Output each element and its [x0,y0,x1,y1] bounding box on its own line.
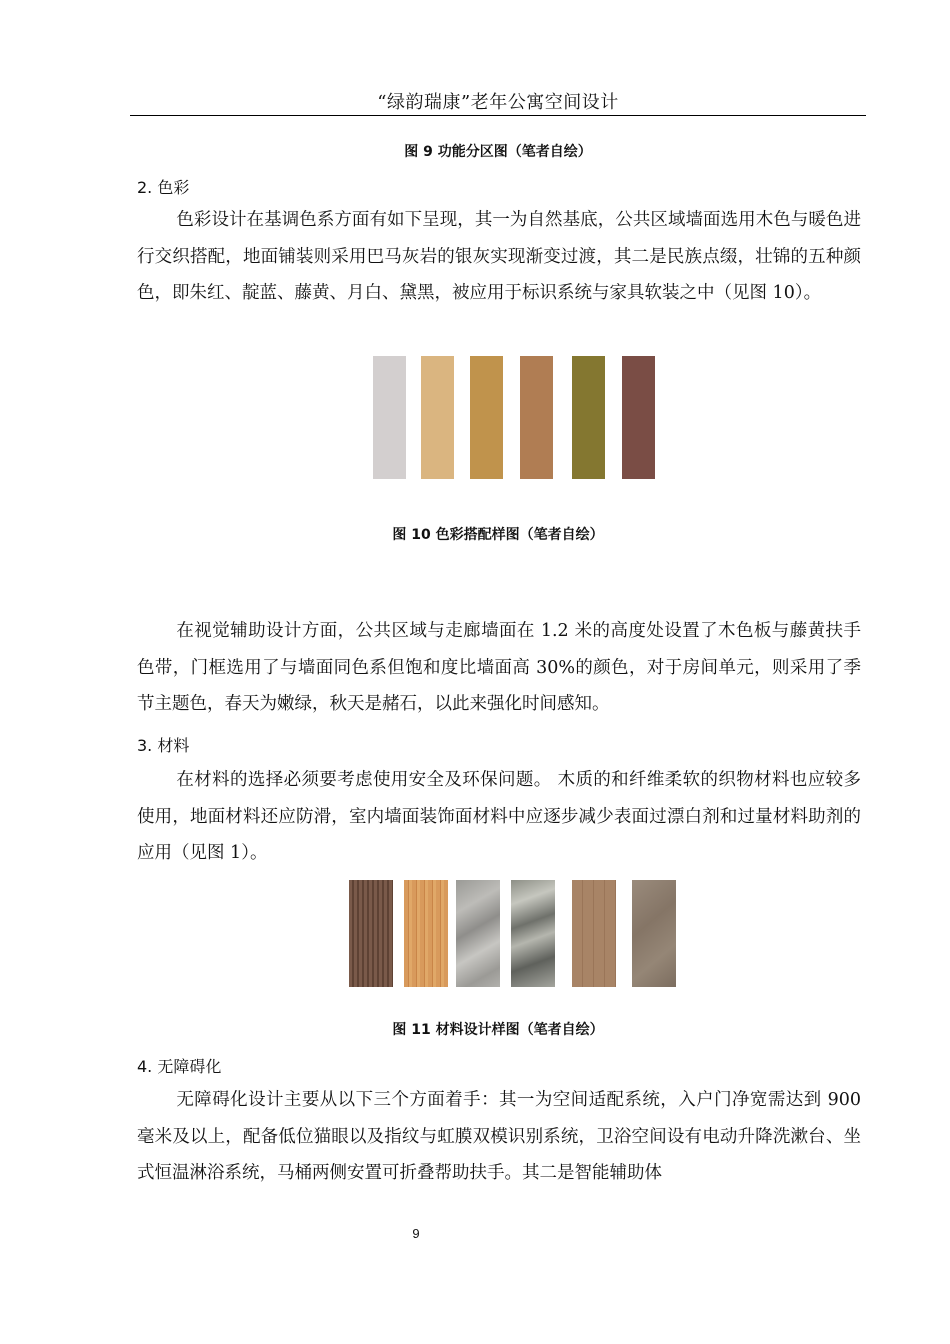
palette-swatch-3 [470,356,503,479]
figure-9-caption: 图 9 功能分区图（笔者自绘） [404,144,592,160]
section-heading-color: 2. 色彩 [137,178,190,197]
material-sample-parquet [572,880,616,987]
material-sample-taupe-stone [632,880,676,987]
palette-swatch-1 [373,356,406,479]
palette-swatch-4 [520,356,553,479]
section-heading-barrier-free: 4. 无障碍化 [137,1057,222,1076]
figure-10-caption: 图 10 色彩搭配样图（笔者自绘） [392,527,604,543]
palette-swatch-6 [622,356,655,479]
material-sample-light-wood [404,880,448,987]
material-sample-green-grey-marble [511,880,555,987]
color-paragraph-2: 在视觉辅助设计方面，公共区域与走廊墙面在 1.2 米的高度处设置了木色板与藤黄扶手色带，门框选用了与墙面同色系但饱和度比墙面高 30%的颜色，对于房间单元，则采用了季节主题色，春天为嫩绿，秋天是赭石，以此来强化时间感知。 [137,621,861,714]
page-header-title: “绿韵瑞康”老年公寓空间设计 [377,92,619,113]
section-heading-material: 3. 材料 [137,736,190,755]
barrier-free-paragraph: 无障碍化设计主要从以下三个方面着手：其一为空间适配系统，入户门净宽需达到 900 毫米及以上，配备低位猫眼以及指纹与虹膜双模识别系统，卫浴空间设有电动升降洗漱台、坐式恒温淋浴系统，马桶两侧安置可折叠帮助扶手。其二是智能辅助体 [137,1090,861,1183]
palette-swatch-2 [421,356,454,479]
material-sample-grey-marble [456,880,500,987]
material-sample-dark-wood [349,880,393,987]
color-paragraph-1: 色彩设计在基调色系方面有如下呈现，其一为自然基底，公共区域墙面选用木色与暖色进行交织搭配，地面铺装则采用巴马灰岩的银灰实现渐变过渡，其二是民族点缀，壮锦的五种颜色，即朱红、靛蓝、藤黄、月白、黛黑，被应用于标识系统与家具软装之中（见图 10）。 [137,210,861,303]
material-paragraph: 在材料的选择必须要考虑使用安全及环保问题。 木质的和纤维柔软的织物材料也应较多使用，地面材料还应防滑，室内墙面装饰面材料中应逐步减少表面过漂白剂和过量材料助剂的应用（见图 1）。 [137,770,861,863]
figure-11-caption: 图 11 材料设计样图（笔者自绘） [392,1022,604,1038]
page-number: 9 [412,1226,420,1241]
palette-swatch-5 [572,356,605,479]
header-rule [130,115,866,116]
